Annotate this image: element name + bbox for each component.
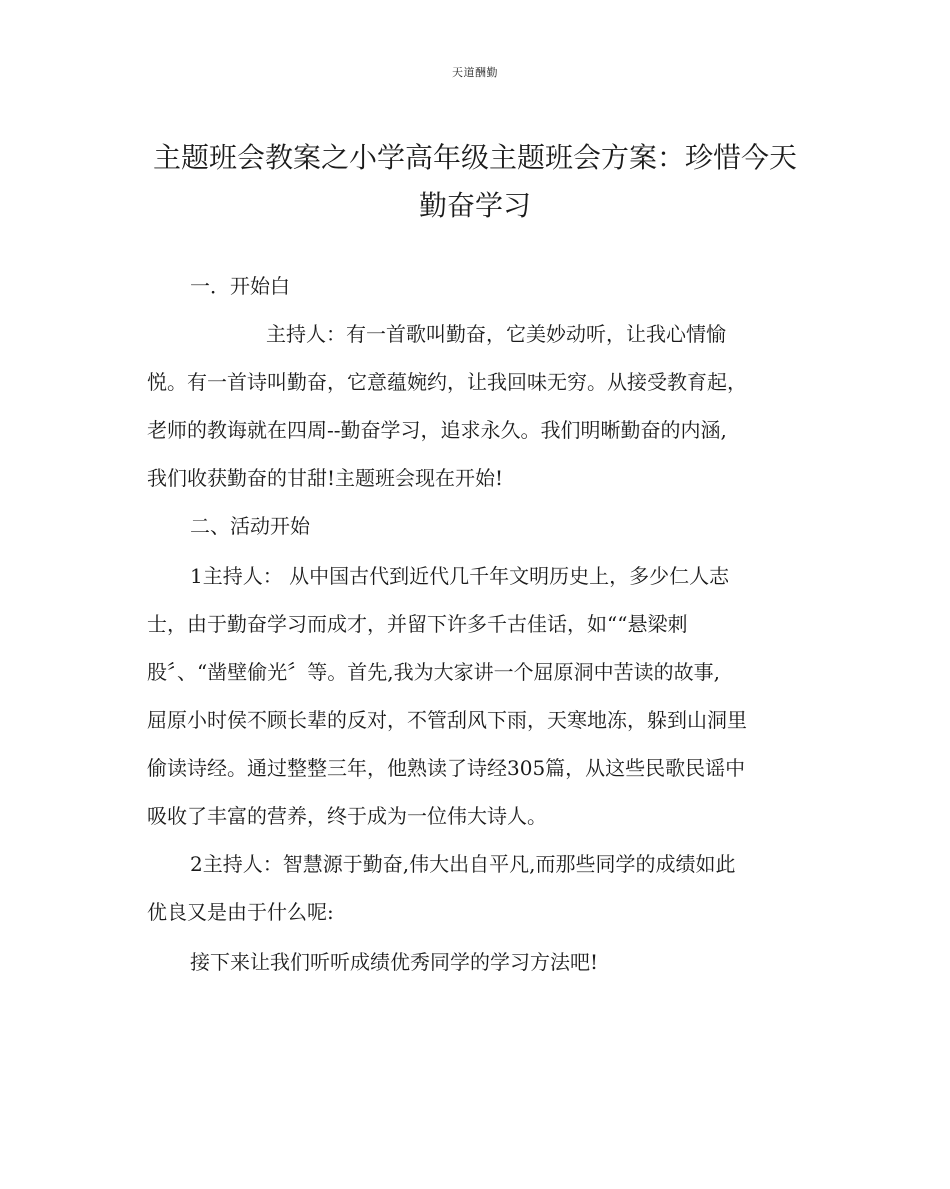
text-line: 2主持人：智慧源于勤奋,伟大出自平凡,而那些同学的成绩如此 <box>190 852 736 876</box>
text-line: 屈原小时侯不顾长辈的反对，不管刮风下雨，天寒地冻，躲到山洞里 <box>147 708 747 732</box>
text-line: 老师的教诲就在四周--勤奋学习，追求永久。我们明晰勤奋的内涵, <box>147 418 727 442</box>
title-line-2: 勤奋学习 <box>418 189 531 222</box>
text-line: 吸收了丰富的营养，终于成为一位伟大诗人。 <box>147 804 547 828</box>
text-line: 股〞、“凿壁偷光〞等。首先,我为大家讲一个屈原洞中苦读的故事, <box>147 660 720 684</box>
text-line: 偷读诗经。通过整整三年，他熟读了诗经305篇，从这些民歌民谣中 <box>147 756 746 780</box>
page-header: 天道酬勤 <box>452 66 498 79</box>
text-line: 主持人：有一首歌叫勤奋，它美妙动听，让我心情愉 <box>266 322 726 346</box>
title-line-1: 主题班会教案之小学高年级主题班会方案：珍惜今天 <box>152 141 797 174</box>
section-heading-activity: 二、活动开始 <box>190 514 310 538</box>
text-line: 优良又是由于什么呢: <box>147 900 334 924</box>
section-heading-opening: 一．开始白 <box>190 274 290 298</box>
text-line: 士，由于勤奋学习而成才，并留下许多千古佳话，如““悬梁刺 <box>147 612 688 636</box>
text-line: 1主持人： 从中国古代到近代几千年文明历史上，多少仁人志 <box>190 564 730 588</box>
document-title <box>140 134 810 230</box>
text-line: 悦。有一首诗叫勤奋，它意蕴婉约，让我回味无穷。从接受教育起， <box>147 370 747 394</box>
text-line: 接下来让我们听听成绩优秀同学的学习方法吧! <box>190 950 599 974</box>
text-line: 我们收获勤奋的甘甜!主题班会现在开始! <box>147 466 504 490</box>
